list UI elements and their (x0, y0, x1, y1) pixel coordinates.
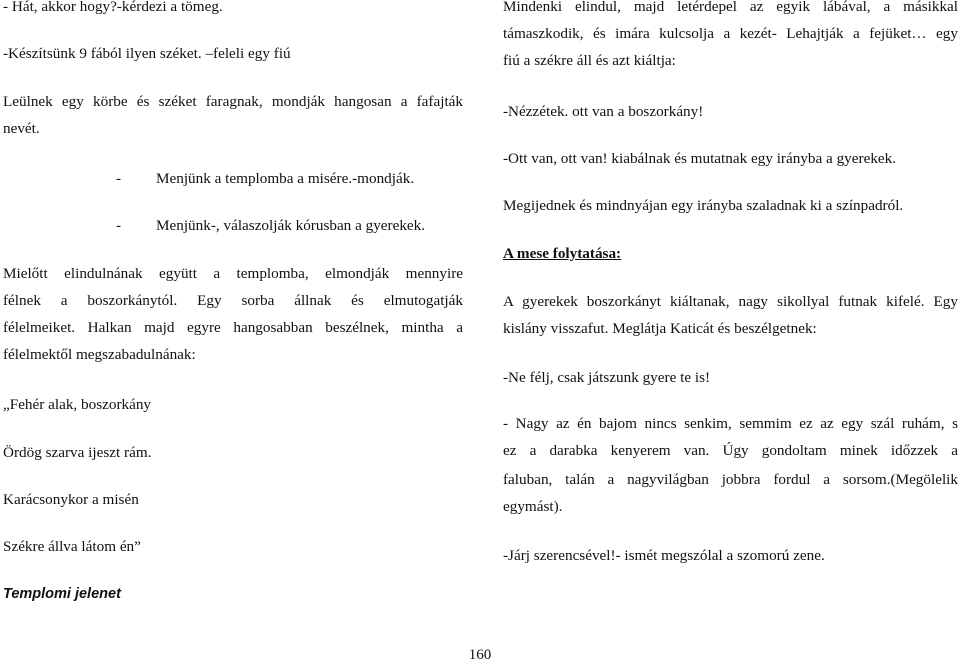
dialogue-line: -Járj szerencsével!- ismét megszólal a szomorú zene. (503, 547, 825, 564)
dialogue-line: - Hát, akkor hogy?-kérdezi a tömeg. (3, 0, 223, 15)
verse-line: Székre állva látom én” (3, 538, 141, 555)
dialogue-text: Menjünk-, válaszolják kórusban a gyerekek. (156, 217, 426, 234)
paragraph-line: nevét. (3, 120, 40, 137)
paragraph-line: A gyerekek boszorkányt kiáltanak, nagy sikollyal futnak kifelé. Egy (503, 293, 958, 310)
section-heading: A mese folytatása: (503, 245, 622, 262)
paragraph-line: félelmeiket. Halkan majd egyre hangosabban beszélnek, mintha a (3, 319, 463, 336)
dialogue-line: -Ne félj, csak játszunk gyere te is! (503, 369, 711, 386)
paragraph-line: fiú a székre áll és azt kiáltja: (503, 52, 676, 69)
dialogue-line: -Ott van, ott van! kiabálnak és mutatnak egy irányba a gyerekek. (503, 150, 897, 167)
dash-marker: - (116, 217, 122, 234)
dialogue-text: Menjünk a templomba a misére.-mondják. (156, 170, 415, 187)
verse-line: Ördög szarva ijeszt rám. (3, 444, 152, 461)
paragraph-line: - Nagy az én bajom nincs senkim, semmim ez az egy szál ruhám, s (503, 415, 958, 432)
dialogue-line: -Nézzétek. ott van a boszorkány! (503, 103, 704, 120)
dialogue-line (116, 166, 463, 192)
verse-line: „Fehér alak, boszorkány (3, 396, 152, 413)
paragraph-line: Mindenki elindul, majd letérdepel az egyik lábával, a másikkal (503, 0, 958, 15)
page-number: 160 (468, 647, 492, 663)
paragraph-line: kislány visszafut. Meglátja Katicát és beszélgetnek: (503, 320, 817, 337)
paragraph-line: faluban, talán a nagyvilágban jobbra fordul a sorsom.(Megölelik (503, 471, 958, 488)
paragraph-line: ez a darabka kenyerem van. Úgy gondoltam minek időzzek a (503, 442, 958, 459)
paragraph-line: Megijednek és mindnyájan egy irányba szaladnak ki a színpadról. (503, 197, 904, 214)
paragraph-line: egymást). (503, 498, 563, 515)
paragraph-line: Mielőtt elindulnának együtt a templomba, elmondják mennyire (3, 265, 463, 282)
paragraph-line: félelmektől megszabadulnának: (3, 346, 196, 363)
dash-marker: - (116, 170, 122, 187)
section-heading: Templomi jelenet (3, 586, 121, 602)
paragraph-line: félnek a boszorkánytól. Egy sorba állnak és elmutogatják (3, 292, 463, 309)
paragraph-line: támaszkodik, és imára kulcsolja a kezét- Lehajtják a fejüket… egy (503, 25, 958, 42)
paragraph-line: Leülnek egy körbe és széket faragnak, mondják hangosan a fafajták (3, 93, 463, 110)
verse-line: Karácsonykor a misén (3, 491, 139, 508)
dialogue-line (116, 213, 463, 239)
dialogue-line: -Készítsünk 9 fából ilyen széket. –feleli egy fiú (3, 45, 291, 62)
